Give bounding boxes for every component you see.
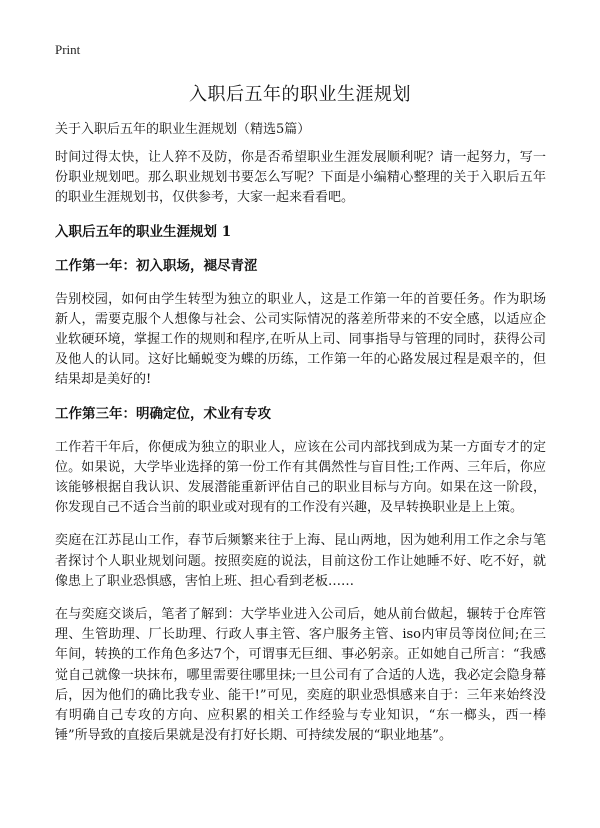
case-paragraph: 奕庭在江苏昆山工作，春节后频繁来往于上海、昆山两地，因为她利用工作之余与笔者探讨个人职业规划问题。按照奕庭的说法，目前这份工作让她睡不好、吃不好，就像患上了职业恐惧感，害怕上班、担心看到老板…… bbox=[55, 533, 546, 589]
section-title: 入职后五年的职业生涯规划 1 bbox=[55, 223, 232, 240]
year3-paragraph: 工作若干年后，你便成为独立的职业人，应该在公司内部找到成为某一方面专才的定位。如果说，大学毕业选择的第一份工作有其偶然性与盲目性;工作两、三年后，你应该能够根据自我认识、发展潜能重新评估自己的职业目标与方向。如果在这一阶段，你发现自己不适合当前的职业或对现有的工作没有兴趣，及早转换职业是上上策。 bbox=[55, 439, 546, 516]
document-subtitle: 关于入职后五年的职业生涯规划（精选5篇） bbox=[55, 122, 311, 137]
year3-heading: 工作第三年：明确定位，术业有专攻 bbox=[55, 405, 271, 422]
page-title: 入职后五年的职业生涯规划 bbox=[189, 84, 411, 105]
print-label: Print bbox=[55, 42, 81, 57]
year1-heading: 工作第一年：初入职场，褪尽青涩 bbox=[55, 257, 258, 274]
intro-paragraph: 时间过得太快，让人猝不及防，你是否希望职业生涯发展顺利呢？请一起努力，写一份职业规划吧。那么职业规划书要怎么写呢？下面是小编精心整理的关于入职后五年的职业生涯规划书，仅供参考，大家一起来看看吧。 bbox=[55, 150, 546, 206]
document-body bbox=[55, 120, 546, 759]
talk-paragraph: 在与奕庭交谈后，笔者了解到：大学毕业进入公司后，她从前台做起，辗转于仓库管理、生管助理、厂长助理、行政人事主管、客户服务主管、iso内审员等岗位间;在三年间，转换的工作角色多达7个，可谓事无巨细、事必躬亲。正如她自己所言：“我感觉自己就像一块抹布，哪里需要往哪里抹;一旦公司有了合适的人选，我必定会隐身幕后，因为他们的确比我专业、能干!”可见，奕庭的职业恐惧感来自于：三年来始终没有明确自己专攻的方向、应积累的相关工作经验与专业知识，“东一榔头，西一棒锤”所导致的直接后果就是没有打好长期、可持续发展的“职业地基”。 bbox=[55, 607, 546, 744]
year1-paragraph: 告别校园，如何由学生转型为独立的职业人，这是工作第一年的首要任务。作为职场新人，需要克服个人想像与社会、公司实际情况的落差所带来的不安全感，以适应企业软硬环境，掌握工作的规则和程序,在听从上司、同事指导与管理的同时，获得公司及他人的认同。这好比蛹蜕变为蝶的历练，工作第一年的心路发展过程是艰辛的，但结果却是美好的! bbox=[55, 291, 546, 388]
